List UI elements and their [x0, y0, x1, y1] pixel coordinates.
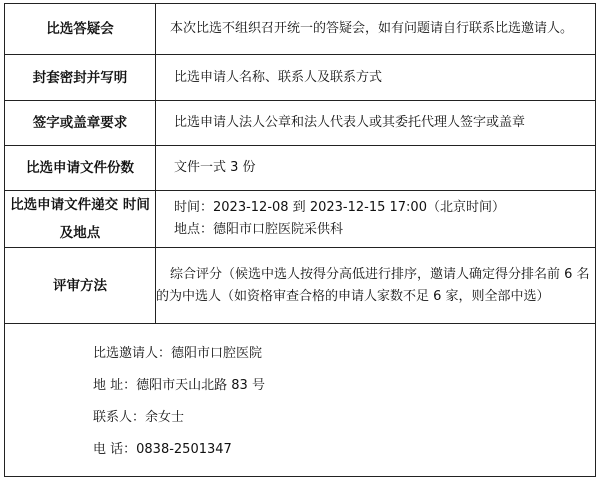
row-value: [156, 191, 596, 248]
contact-cell: [5, 324, 596, 477]
row-value: [156, 55, 596, 101]
table-row: [5, 55, 596, 101]
table-row: [5, 101, 596, 146]
row-value: [156, 101, 596, 146]
row-label: 封套密封并写明: [5, 55, 156, 101]
table-row: [5, 248, 596, 324]
submit-place: 地点：德阳市口腔医院采供科: [174, 222, 344, 237]
contact-address: 地 址：德阳市天山北路 83 号: [93, 378, 265, 393]
contact-phone: 电 话：0838-2501347: [93, 442, 232, 457]
row-label: 签字或盖章要求: [5, 101, 156, 146]
row-label-line: 比选申请文件递交: [10, 197, 119, 213]
row-label-line: 时间及地点: [59, 197, 150, 241]
row-label: 比选答疑会: [5, 4, 156, 55]
table-row: [5, 4, 596, 55]
table-row: [5, 146, 596, 191]
row-value: [156, 146, 596, 191]
row-value-text: 比选申请人名称、联系人及联系方式: [174, 69, 383, 85]
contact-inviter: 比选邀请人：德阳市口腔医院: [93, 346, 263, 361]
row-label: [5, 191, 156, 248]
row-value-text: 本次比选不组织召开统一的答疑会，如有问题请自行联系比选邀请人。: [170, 21, 574, 36]
row-value: [156, 4, 596, 55]
row-value-text: 比选申请人法人公章和法人代表人或其委托代理人签字或盖章: [174, 115, 526, 130]
row-value-text: 综合评分（候选中选人按得分高低进行排序，邀请人确定得分排名前 6 名的为中选人（如资格审查合格的申请人家数不足 6 家，则全部中选）: [156, 266, 590, 304]
contact-person: 联系人：余女士: [93, 410, 185, 425]
submit-time: 时间：2023-12-08 到 2023-12-15 17:00（北京时间）: [174, 200, 505, 215]
row-label: 比选申请文件份数: [5, 146, 156, 191]
row-value-text: 文件一式 3 份: [174, 160, 256, 175]
contact-row: [5, 324, 596, 477]
contact-block: [5, 324, 595, 470]
info-table: [4, 3, 596, 477]
row-label: 评审方法: [5, 248, 156, 324]
table-row: [5, 191, 596, 248]
row-value: [156, 248, 596, 324]
